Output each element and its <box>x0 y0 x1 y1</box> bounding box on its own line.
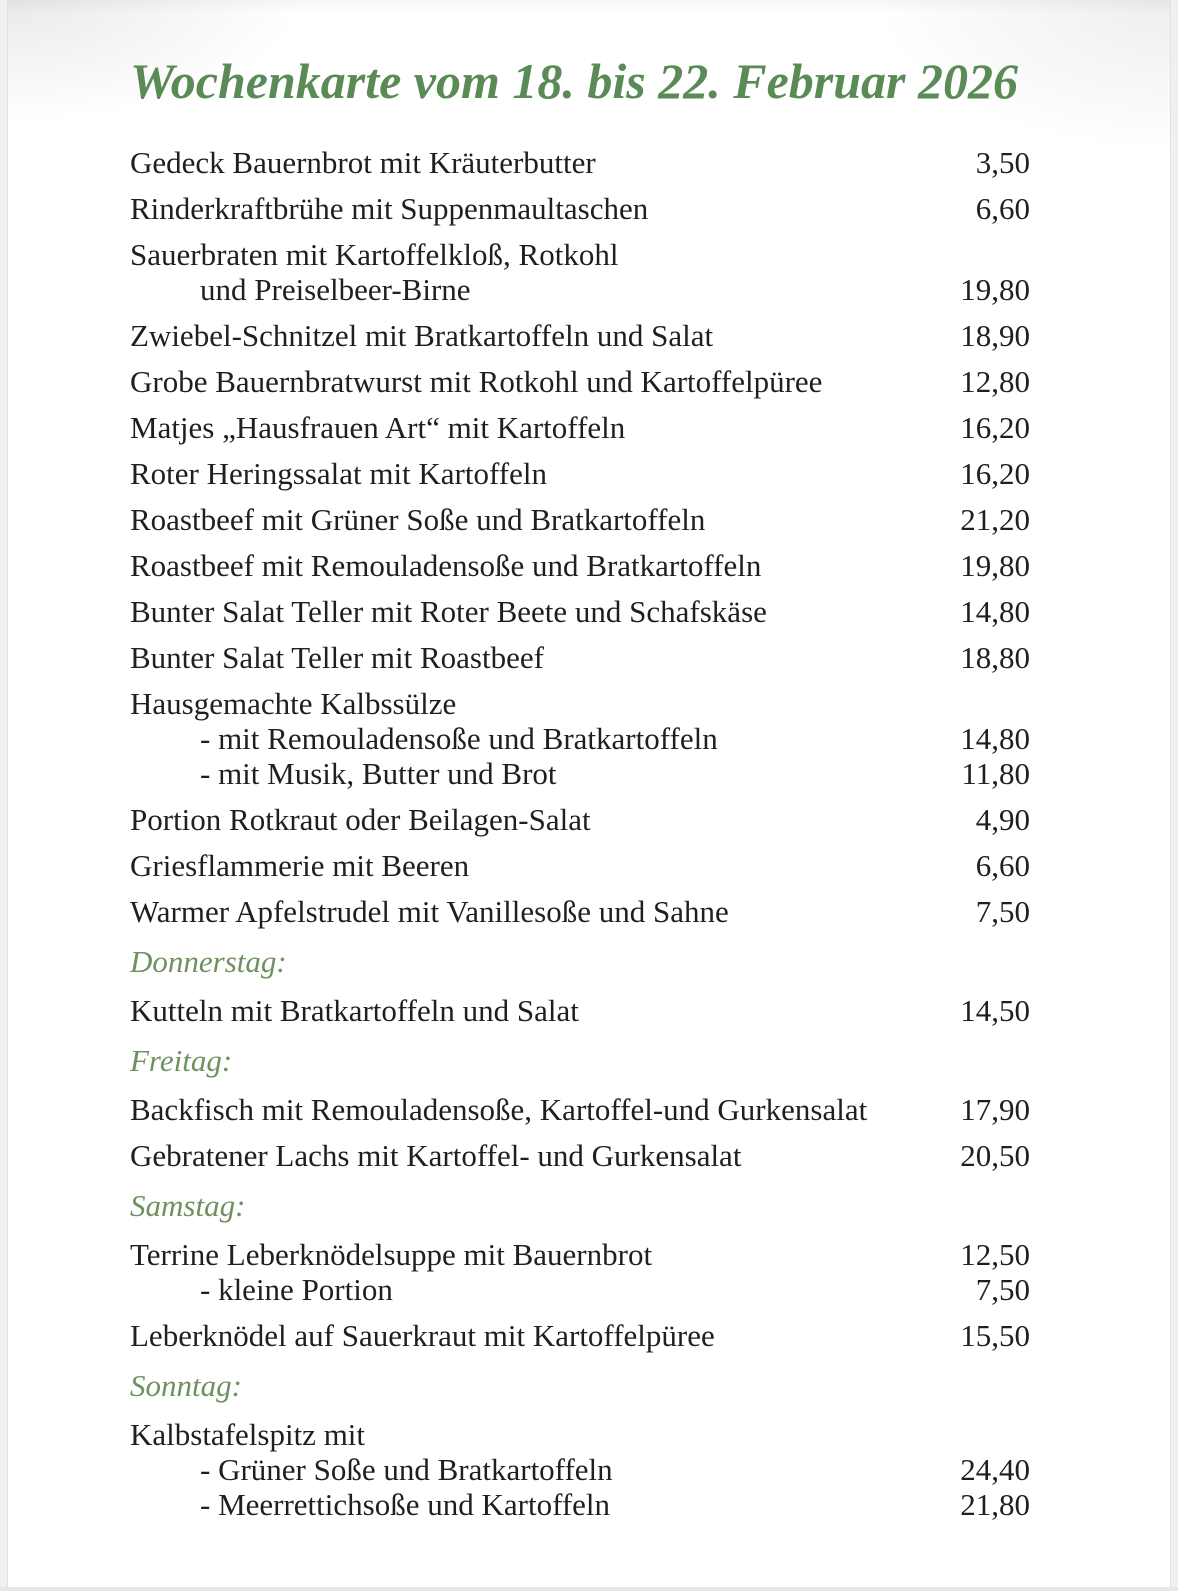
menu-row <box>130 503 1030 537</box>
dish-name: - Meerrettichsoße und Kartoffeln <box>200 1487 611 1522</box>
dish-price: 17,90 <box>960 1092 1030 1127</box>
dish-name: Roter Heringssalat mit Kartoffeln <box>130 456 547 491</box>
menu-row-variant <box>130 1273 1030 1307</box>
dish-name: Bunter Salat Teller mit Roastbeef <box>130 640 544 675</box>
dish-name: Rinderkraftbrühe mit Suppenmaultaschen <box>130 191 649 226</box>
page-bottom-edge <box>0 1587 1178 1591</box>
day-label: Samstag: <box>130 1188 246 1223</box>
day-label: Freitag: <box>130 1043 233 1078</box>
dish-name: Warmer Apfelstrudel mit Vanillesoße und Sahne <box>130 894 729 929</box>
day-label: Sonntag: <box>130 1368 242 1403</box>
dish-name: Hausgemachte Kalbssülze <box>130 686 457 721</box>
day-heading-donnerstag <box>130 945 1030 979</box>
day-label: Donnerstag: <box>130 944 287 979</box>
menu-row-variant <box>130 1488 1030 1522</box>
menu-row <box>130 411 1030 445</box>
dish-price: 7,50 <box>975 894 1030 929</box>
dish-name: Sauerbraten mit Kartoffelkloß, Rotkohl <box>130 237 619 272</box>
dish-price: 20,50 <box>960 1138 1030 1173</box>
dish-price: 6,60 <box>975 848 1030 883</box>
dish-name: - mit Musik, Butter und Brot <box>200 756 557 791</box>
dish-price: 21,20 <box>960 502 1030 537</box>
dish-price: 12,80 <box>960 364 1030 399</box>
dish-name: Griesflammerie mit Beeren <box>130 848 470 883</box>
menu-row <box>130 1139 1030 1173</box>
dish-name: - Grüner Soße und Bratkartoffeln <box>200 1452 613 1487</box>
menu-row <box>130 457 1030 491</box>
dish-name: Terrine Leberknödelsuppe mit Bauernbrot <box>130 1237 653 1272</box>
dish-name: und Preiselbeer-Birne <box>200 272 471 307</box>
day-heading-samstag <box>130 1189 1030 1223</box>
dish-price: 16,20 <box>960 410 1030 445</box>
dish-name: Matjes „Hausfrauen Art“ mit Kartoffeln <box>130 410 626 445</box>
menu-row <box>130 365 1030 399</box>
dish-price: 18,80 <box>960 640 1030 675</box>
dish-name: Backfisch mit Remouladensoße, Kartoffel-und Gurkensalat <box>130 1092 868 1127</box>
menu-row <box>130 895 1030 929</box>
dish-price: 14,50 <box>960 993 1030 1028</box>
dish-price: 18,90 <box>960 318 1030 353</box>
menu-row <box>130 803 1030 837</box>
dish-price: 3,50 <box>975 145 1030 180</box>
menu-row <box>130 595 1030 629</box>
dish-price: 19,80 <box>960 272 1030 307</box>
day-heading-freitag <box>130 1044 1030 1078</box>
page-title: Wochenkarte vom 18. bis 22. Februar 2026 <box>130 53 1018 109</box>
page-left-edge <box>0 0 8 1591</box>
menu-row <box>130 641 1030 675</box>
dish-price: 21,80 <box>960 1487 1030 1522</box>
menu-row-variant <box>130 1453 1030 1487</box>
dish-name: Gedeck Bauernbrot mit Kräuterbutter <box>130 145 596 180</box>
dish-price: 14,80 <box>960 594 1030 629</box>
dish-name: Kutteln mit Bratkartoffeln und Salat <box>130 993 579 1028</box>
menu-row <box>130 146 1030 180</box>
dish-name: Roastbeef mit Remouladensoße und Bratkartoffeln <box>130 548 762 583</box>
dish-name: Grobe Bauernbratwurst mit Rotkohl und Kartoffelpüree <box>130 364 823 399</box>
page-right-edge <box>1170 0 1178 1591</box>
menu-row <box>130 319 1030 353</box>
dish-name: Portion Rotkraut oder Beilagen-Salat <box>130 802 591 837</box>
dish-price: 24,40 <box>960 1452 1030 1487</box>
menu-row <box>130 994 1030 1028</box>
dish-name: - mit Remouladensoße und Bratkartoffeln <box>200 721 718 756</box>
dish-name: Zwiebel-Schnitzel mit Bratkartoffeln und Salat <box>130 318 714 353</box>
menu-row <box>130 1418 1030 1452</box>
menu-row <box>130 849 1030 883</box>
dish-name: Roastbeef mit Grüner Soße und Bratkartoffeln <box>130 502 706 537</box>
dish-name: Leberknödel auf Sauerkraut mit Kartoffelpüree <box>130 1318 715 1353</box>
dish-price: 12,50 <box>960 1237 1030 1272</box>
menu-row <box>130 192 1030 226</box>
menu-row-continuation <box>130 273 1030 307</box>
dish-price: 7,50 <box>975 1272 1030 1307</box>
dish-price: 11,80 <box>961 756 1030 791</box>
dish-name: Kalbstafelspitz mit <box>130 1417 366 1452</box>
menu-row-variant <box>130 757 1030 791</box>
menu-row-variant <box>130 722 1030 756</box>
menu-row <box>130 549 1030 583</box>
menu-row <box>130 1238 1030 1272</box>
dish-price: 15,50 <box>960 1318 1030 1353</box>
menu-row <box>130 238 1030 272</box>
dish-name: - kleine Portion <box>200 1272 393 1307</box>
menu-row <box>130 1319 1030 1353</box>
dish-price: 16,20 <box>960 456 1030 491</box>
dish-price: 14,80 <box>960 721 1030 756</box>
menu-row <box>130 687 1030 721</box>
menu-content <box>130 52 1030 1522</box>
dish-price: 4,90 <box>975 802 1030 837</box>
dish-name: Bunter Salat Teller mit Roter Beete und Schafskäse <box>130 594 767 629</box>
menu-row <box>130 1093 1030 1127</box>
dish-price: 6,60 <box>975 191 1030 226</box>
day-heading-sonntag <box>130 1369 1030 1403</box>
dish-price: 19,80 <box>960 548 1030 583</box>
dish-name: Gebratener Lachs mit Kartoffel- und Gurkensalat <box>130 1138 742 1173</box>
menu-list <box>130 146 1030 1522</box>
